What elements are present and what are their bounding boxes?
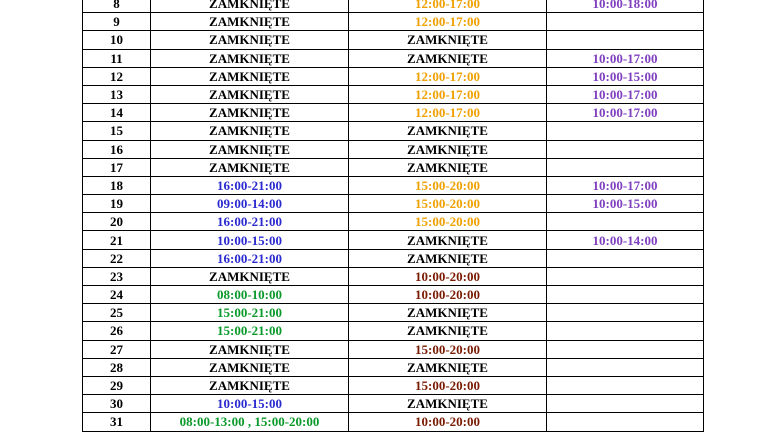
column-a-cell: ZAMKNIĘTE [151, 104, 349, 122]
day-cell: 12 [83, 67, 151, 85]
column-c-cell [547, 358, 704, 376]
column-a-cell: 08:00-13:00 , 15:00-20:00 [151, 413, 349, 431]
day-cell: 20 [83, 213, 151, 231]
column-a-cell: ZAMKNIĘTE [151, 85, 349, 103]
column-c-cell [547, 340, 704, 358]
column-a-cell: ZAMKNIĘTE [151, 13, 349, 31]
table-row [83, 176, 704, 194]
column-b-cell: 15:00-20:00 [349, 195, 547, 213]
column-a-cell: ZAMKNIĘTE [151, 49, 349, 67]
column-c-cell: 10:00-14:00 [547, 231, 704, 249]
column-a-cell: 16:00-21:00 [151, 213, 349, 231]
day-cell: 9 [83, 13, 151, 31]
table-row [83, 158, 704, 176]
table-row [83, 267, 704, 285]
column-a-cell: ZAMKNIĘTE [151, 140, 349, 158]
column-a-cell: 15:00-21:00 [151, 322, 349, 340]
day-cell: 28 [83, 358, 151, 376]
table-row [83, 413, 704, 431]
column-c-cell [547, 122, 704, 140]
table-row [83, 376, 704, 394]
day-cell: 15 [83, 122, 151, 140]
column-c-cell: 10:00-15:00 [547, 195, 704, 213]
day-cell: 31 [83, 413, 151, 431]
column-a-cell: 15:00-21:00 [151, 304, 349, 322]
column-c-cell: 10:00-17:00 [547, 85, 704, 103]
column-b-cell: ZAMKNIĘTE [349, 140, 547, 158]
column-b-cell: 15:00-20:00 [349, 340, 547, 358]
schedule-wrapper [82, 0, 704, 432]
day-cell: 14 [83, 104, 151, 122]
table-row [83, 85, 704, 103]
column-a-cell: ZAMKNIĘTE [151, 267, 349, 285]
column-b-cell: ZAMKNIĘTE [349, 322, 547, 340]
table-row [83, 0, 704, 13]
table-row [83, 249, 704, 267]
column-b-cell: 12:00-17:00 [349, 67, 547, 85]
column-b-cell: 12:00-17:00 [349, 13, 547, 31]
column-b-cell: 12:00-17:00 [349, 0, 547, 13]
column-a-cell: 10:00-15:00 [151, 395, 349, 413]
column-a-cell: ZAMKNIĘTE [151, 358, 349, 376]
column-c-cell [547, 413, 704, 431]
column-b-cell: ZAMKNIĘTE [349, 358, 547, 376]
column-c-cell [547, 322, 704, 340]
column-b-cell: 15:00-20:00 [349, 213, 547, 231]
table-row [83, 31, 704, 49]
column-a-cell: ZAMKNIĘTE [151, 0, 349, 13]
table-row [83, 304, 704, 322]
day-cell: 16 [83, 140, 151, 158]
column-b-cell: ZAMKNIĘTE [349, 158, 547, 176]
day-cell: 21 [83, 231, 151, 249]
day-cell: 19 [83, 195, 151, 213]
day-cell: 24 [83, 286, 151, 304]
column-b-cell: 10:00-20:00 [349, 286, 547, 304]
table-row [83, 340, 704, 358]
column-c-cell: 10:00-18:00 [547, 0, 704, 13]
column-b-cell: ZAMKNIĘTE [349, 395, 547, 413]
day-cell: 13 [83, 85, 151, 103]
column-c-cell [547, 140, 704, 158]
column-a-cell: ZAMKNIĘTE [151, 67, 349, 85]
column-a-cell: ZAMKNIĘTE [151, 31, 349, 49]
day-cell: 10 [83, 31, 151, 49]
table-row [83, 13, 704, 31]
opening-hours-table [82, 0, 704, 432]
table-row [83, 104, 704, 122]
column-a-cell: ZAMKNIĘTE [151, 340, 349, 358]
table-row [83, 140, 704, 158]
column-a-cell: ZAMKNIĘTE [151, 376, 349, 394]
day-cell: 23 [83, 267, 151, 285]
column-c-cell: 10:00-17:00 [547, 176, 704, 194]
column-a-cell: 08:00-10:00 [151, 286, 349, 304]
column-b-cell: 10:00-20:00 [349, 267, 547, 285]
column-a-cell: ZAMKNIĘTE [151, 122, 349, 140]
table-row [83, 358, 704, 376]
column-c-cell [547, 304, 704, 322]
schedule-body [83, 0, 704, 431]
column-a-cell: 10:00-15:00 [151, 231, 349, 249]
column-c-cell [547, 376, 704, 394]
table-row [83, 195, 704, 213]
column-b-cell: 12:00-17:00 [349, 85, 547, 103]
day-cell: 25 [83, 304, 151, 322]
day-cell: 27 [83, 340, 151, 358]
column-c-cell [547, 395, 704, 413]
table-row [83, 231, 704, 249]
table-row [83, 67, 704, 85]
column-b-cell: ZAMKNIĘTE [349, 49, 547, 67]
column-b-cell: ZAMKNIĘTE [349, 231, 547, 249]
column-c-cell: 10:00-17:00 [547, 49, 704, 67]
column-b-cell: ZAMKNIĘTE [349, 122, 547, 140]
column-b-cell: ZAMKNIĘTE [349, 249, 547, 267]
day-cell: 22 [83, 249, 151, 267]
column-a-cell: 09:00-14:00 [151, 195, 349, 213]
column-c-cell [547, 286, 704, 304]
day-cell: 11 [83, 49, 151, 67]
day-cell: 29 [83, 376, 151, 394]
column-b-cell: 15:00-20:00 [349, 376, 547, 394]
table-row [83, 122, 704, 140]
column-a-cell: ZAMKNIĘTE [151, 158, 349, 176]
column-c-cell [547, 267, 704, 285]
column-c-cell [547, 249, 704, 267]
column-b-cell: ZAMKNIĘTE [349, 304, 547, 322]
table-row [83, 213, 704, 231]
column-c-cell: 10:00-17:00 [547, 104, 704, 122]
column-c-cell: 10:00-15:00 [547, 67, 704, 85]
column-a-cell: 16:00-21:00 [151, 249, 349, 267]
table-row [83, 395, 704, 413]
table-row [83, 322, 704, 340]
table-row [83, 49, 704, 67]
day-cell: 17 [83, 158, 151, 176]
column-a-cell: 16:00-21:00 [151, 176, 349, 194]
day-cell: 26 [83, 322, 151, 340]
column-b-cell: 15:00-20:00 [349, 176, 547, 194]
column-c-cell [547, 31, 704, 49]
column-b-cell: ZAMKNIĘTE [349, 31, 547, 49]
day-cell: 30 [83, 395, 151, 413]
column-b-cell: 12:00-17:00 [349, 104, 547, 122]
day-cell: 8 [83, 0, 151, 13]
column-c-cell [547, 158, 704, 176]
column-c-cell [547, 213, 704, 231]
column-b-cell: 10:00-20:00 [349, 413, 547, 431]
column-c-cell [547, 13, 704, 31]
day-cell: 18 [83, 176, 151, 194]
table-row [83, 286, 704, 304]
